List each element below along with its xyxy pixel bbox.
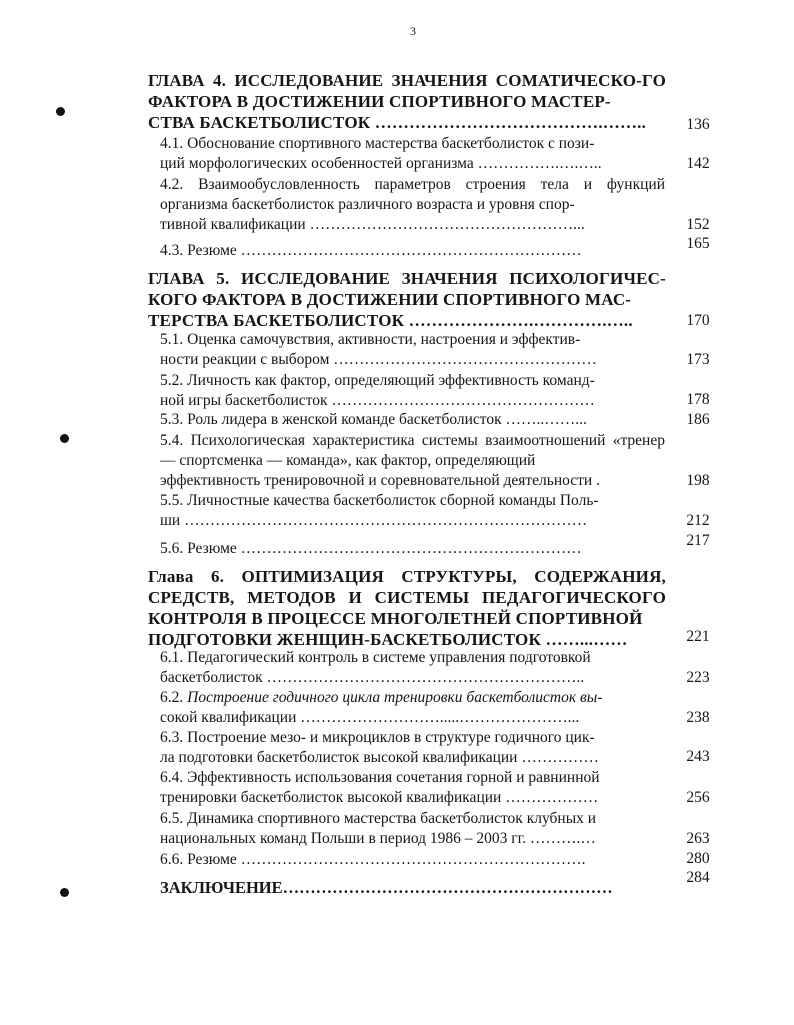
toc-section-4-2-page: 152 xyxy=(686,216,710,233)
scan-speck-bottom xyxy=(60,888,69,897)
scan-speck-middle xyxy=(60,434,69,443)
toc-section-4-3-page: 165 xyxy=(686,235,710,252)
toc-section-6-3: 6.3. Построение мезо- и микроциклов в структуре годичного цик- ла подготовки баскетболисток высокой квалификации …………… xyxy=(160,729,599,766)
toc-chapter-4-title-end: СТВА БАСКЕТБОЛИСТОК ………………………………….…….. xyxy=(148,113,647,132)
toc-section-5-1: 5.1. Оценка самочувствия, активности, настроения и эффектив- ности реакции с выбором …………………………………………… xyxy=(160,331,597,368)
toc-section-6-4: 6.4. Эффективность использования сочетания горной и равнинной тренировки баскетболисток высокой квалификации ……………… xyxy=(160,769,600,806)
toc-section-6-1: 6.1. Педагогический контроль в системе управления подготовкой баскетболисток …………………………………………………….. xyxy=(160,649,591,686)
toc-section-5-5-page: 212 xyxy=(686,512,710,529)
toc-chapter-6-page: 221 xyxy=(686,628,710,645)
toc-section-6-6-page: 280 xyxy=(686,850,710,867)
toc-section-6-5-page: 263 xyxy=(686,830,710,847)
toc-section-5-4: 5.4. Психологическая характеристика системы взаимоотношений «тренер — спортсменка — команда», как фактор, определяющий эффективность тренировочной и соревновательной деятельности . xyxy=(160,432,665,489)
toc-section-6-1-page: 223 xyxy=(686,669,710,686)
toc-section-4-2: 4.2. Взаимообусловленность параметров строения тела и функций организма баскетболисток различного возраста и уровня спор- тивной квалификации ……………………………………………... xyxy=(160,176,665,233)
toc-chapter-4 xyxy=(148,70,666,133)
toc-section-5-1-page: 173 xyxy=(686,351,710,368)
toc-chapter-4-title: ГЛАВА 4. ИССЛЕДОВАНИЕ ЗНАЧЕНИЯ СОМАТИЧЕСКО-ГО ФАКТОРА В ДОСТИЖЕНИИ СПОРТИВНОГО МАСТЕР- xyxy=(148,71,666,111)
toc-chapter-5: ГЛАВА 5. ИССЛЕДОВАНИЕ ЗНАЧЕНИЯ ПСИХОЛОГИЧЕС-КОГО ФАКТОРА В ДОСТИЖЕНИИ СПОРТИВНОГО МАС- ТЕРСТВА БАСКЕТБОЛИСТОК ………………….………….….. xyxy=(148,269,666,330)
toc-section-4-1: 4.1. Обоснование спортивного мастерства баскетболисток с пози- ций морфологических особенностей организма …………….….….. xyxy=(160,135,602,172)
toc-section-5-5: 5.5. Личностные качества баскетболисток сборной команды Поль- ши …………………………………………………………………… xyxy=(160,492,599,529)
toc-section-6-2-page: 238 xyxy=(686,709,710,726)
toc-chapter-6: Глава 6. ОПТИМИЗАЦИЯ СТРУКТУРЫ, СОДЕРЖАНИЯ, СРЕДСТВ, МЕТОДОВ И СИСТЕМЫ ПЕДАГОГИЧЕСКОГО КОНТРОЛЯ В ПРОЦЕССЕ МНОГОЛЕТНЕЙ СПОРТИВНОЙ ПОДГОТОВКИ ЖЕНЩИН-БАСКЕТБОЛИСТОК ……...…… xyxy=(148,567,666,649)
toc-section-6-2: 6.2. Построение годичного цикла тренировки баскетболисток вы- сокой квалификации ……………………….....…………………... xyxy=(160,689,603,726)
toc-section-5-3-page: 186 xyxy=(686,411,710,428)
toc-section-5-6-page: 217 xyxy=(686,532,710,549)
toc-section-5-2: 5.2. Личность как фактор, определяющий эффективность команд- ной игры баскетболисток …………………………………………… xyxy=(160,372,595,409)
toc-section-5-2-page: 178 xyxy=(686,391,710,408)
toc-chapter-4-page: 136 xyxy=(686,116,710,133)
toc-section-6-3-page: 243 xyxy=(686,748,710,765)
toc-section-6-6: 6.6. Резюме …………………………………………………………. xyxy=(160,851,586,868)
toc-conclusion-page: 284 xyxy=(686,869,710,886)
toc-section-5-3: 5.3. Роль лидера в женской команде баскетболисток ……..……... xyxy=(160,411,587,428)
toc-section-4-1-page: 142 xyxy=(686,155,710,172)
toc-section-4-3: 4.3. Резюме ………………………………………………………… xyxy=(160,242,582,259)
toc-conclusion: ЗАКЛЮЧЕНИЕ…………………………………………………… xyxy=(160,878,613,897)
toc-section-5-6: 5.6. Резюме ………………………………………………………… xyxy=(160,540,582,557)
toc-section-5-4-page: 198 xyxy=(686,472,710,489)
toc-section-6-4-page: 256 xyxy=(686,789,710,806)
toc-section-6-5: 6.5. Динамика спортивного мастерства баскетболисток клубных и национальных команд Польши в период 1986 – 2003 гг. ……….… xyxy=(160,810,597,847)
page-number: 3 xyxy=(410,24,416,38)
scan-speck-top xyxy=(56,107,65,116)
toc-chapter-5-page: 170 xyxy=(686,312,710,329)
